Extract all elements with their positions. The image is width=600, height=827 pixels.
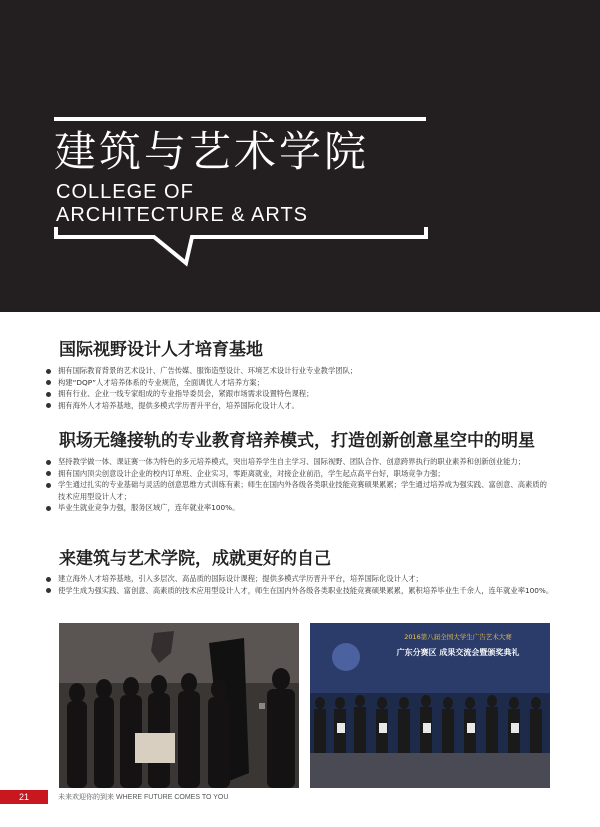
page-footer (0, 790, 600, 804)
header-banner (0, 0, 600, 312)
list-item: 学生通过扎实的专业基础与灵活的创意思维方式训练有素；师生在国内外各级各类职业技能竞赛硕果累累；学生通过培养成为强实践、富创意、高素质的技术应用型设计人才； (44, 479, 554, 502)
section-title-1: 国际视野设计人才培育基地 (59, 340, 263, 360)
event-photo-award (310, 623, 550, 788)
footer-slogan-en: WHERE FUTURE COMES TO YOU (116, 794, 229, 801)
stage-scene (59, 623, 299, 788)
subtitle-line-1: COLLEGE OF (56, 181, 194, 203)
section-2-list (44, 456, 554, 514)
list-item: 拥有海外人才培养基地，提供多模式学历晋升平台，培养国际化设计人才。 (44, 400, 554, 412)
page-title: 建筑与艺术学院 (54, 127, 370, 176)
event-photo-stage (59, 623, 299, 788)
page-subtitle-en (56, 181, 308, 227)
list-item: 拥有国际教育背景的艺术设计、广告传媒、服饰造型设计、环境艺术设计行业专业教学团队； (44, 365, 554, 377)
list-item: 构建“DQP”人才培养体系的专业规范，全面调优人才培养方案； (44, 377, 554, 389)
section-3-list (44, 573, 554, 596)
list-item: 建立海外人才培养基地，引入多层次、高品质的国际设计课程；提供多模式学历晋升平台，培养国际化设计人才； (44, 573, 554, 585)
list-item: 拥有国内顶尖创意设计企业的校内订单班、企业实习，零距离就业，对接企业前沿，学生起点高平台好，职场竞争力强； (44, 468, 554, 480)
list-item: 毕业生就业竞争力强，服务区域广，连年就业率100%。 (44, 502, 554, 514)
title-top-rule (54, 117, 426, 121)
award-banner-line-2: 广东分赛区 成果交流会暨颁奖典礼 (396, 648, 520, 657)
footer-slogan-cn: 未来欢迎你的到来 (58, 793, 114, 801)
award-banner-line-1: 2016第八届全国大学生广告艺术大赛 (404, 633, 512, 641)
section-1-list (44, 365, 554, 411)
list-item: 使学生成为强实践、富创意、高素质的技术应用型设计人才，师生在国内外各级各类职业技能竞赛硕果累累，累积培养毕业生千余人，连年就业率100%。 (44, 585, 554, 597)
section-title-2: 职场无缝接轨的专业教育培养模式，打造创新创意星空中的明星 (59, 431, 535, 451)
list-item: 坚持教学做一体、课证赛一体为特色的多元培养模式，突出培养学生自主学习、国际视野、团队合作、创意跨界执行的职业素养和创新创业能力； (44, 456, 554, 468)
speech-bubble-icon (54, 225, 434, 267)
footer-slogan (58, 790, 228, 805)
list-item: 拥有行业、企业一线专家组成的专业指导委员会，紧跟市场需求设置特色课程； (44, 388, 554, 400)
subtitle-line-2: ARCHITECTURE & ARTS (56, 204, 308, 226)
page-number: 21 (0, 790, 48, 804)
section-title-3: 来建筑与艺术学院，成就更好的自己 (59, 549, 331, 569)
